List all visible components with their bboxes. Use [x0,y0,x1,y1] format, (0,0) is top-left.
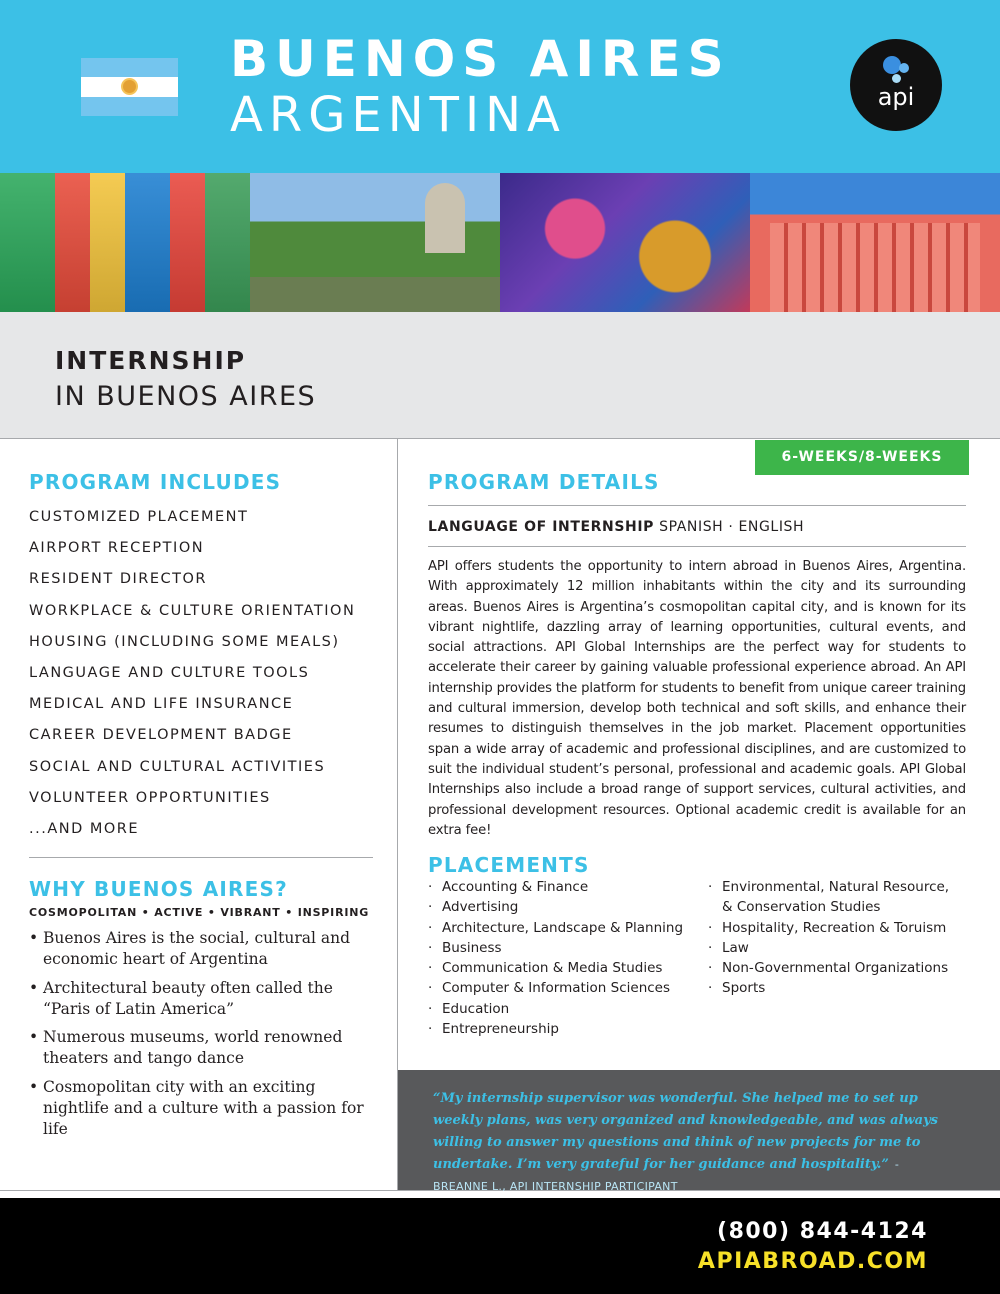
la-boca-photo [0,173,250,312]
program-includes-heading: PROGRAM INCLUDES [29,470,282,494]
list-item: · Hospitality, Recreation & Toruism [708,919,947,936]
list-item: · Education [428,1000,510,1017]
congress-photo [250,173,500,312]
footer-bar [0,1198,1000,1294]
photo-strip [0,173,1000,312]
why-subheading: COSMOPOLITAN • ACTIVE • VIBRANT • INSPIRING [29,906,370,919]
list-item: · Non-Governmental Organizations [708,960,949,977]
list-item: RESIDENT DIRECTOR [29,571,208,588]
list-item: · Business [428,939,502,956]
why-heading: WHY BUENOS AIRES? [29,877,288,901]
logo-text: api [877,83,915,111]
list-item: • Buenos Aires is the social, cultural and economic heart of Argentina [29,928,379,970]
program-details-heading: PROGRAM DETAILS [428,470,660,494]
list-item: VOLUNTEER OPPORTUNITIES [29,789,271,806]
band-title: INTERNSHIP [55,346,247,375]
details-rule-top [428,505,966,506]
why-list [29,928,379,1147]
argentina-flag-icon [81,58,178,116]
details-rule-bottom [428,546,966,547]
title-city: BUENOS AIRES [230,30,731,88]
list-item: · Sports [708,980,766,997]
list-item: LANGUAGE AND CULTURE TOOLS [29,664,310,681]
left-divider [29,857,373,858]
list-item: • Numerous museums, world renowned theaters and tango dance [29,1027,379,1069]
list-item: · Environmental, Natural Resource, & Conservation Studies [708,879,950,916]
title-country: ARGENTINA [230,87,566,143]
placements-list-col2 [708,877,949,999]
list-item: · Advertising [428,899,519,916]
language-label: LANGUAGE OF INTERNSHIP [428,519,655,535]
list-item: AIRPORT RECEPTION [29,540,205,557]
api-logo [850,39,942,131]
list-item: · Accounting & Finance [428,879,589,895]
list-item: WORKPLACE & CULTURE ORIENTATION [29,602,356,619]
website-link[interactable]: APIABROAD.COM [697,1249,928,1274]
list-item: · Architecture, Landscape & Planning [428,919,684,936]
list-item: · Communication & Media Studies [428,960,663,977]
language-value: SPANISH · ENGLISH [659,519,805,535]
list-item: • Cosmopolitan city with an exciting nightlife and a culture with a passion for life [29,1077,379,1140]
list-item: ...AND MORE [29,820,140,837]
placements-list-col1 [428,877,683,1039]
testimonial-attribution: - BREANNE L., API INTERNSHIP PARTICIPANT [433,1158,900,1193]
list-item: · Computer & Information Sciences [428,980,671,997]
language-line [428,517,804,537]
list-item: CUSTOMIZED PLACEMENT [29,509,249,525]
list-item: MEDICAL AND LIFE INSURANCE [29,696,294,713]
program-includes-list [29,506,355,849]
duration-badge: 6-WEEKS/8-WEEKS [755,440,969,475]
list-item: CAREER DEVELOPMENT BADGE [29,727,293,744]
phone-number: (800) 844-4124 [717,1219,928,1244]
list-item: • Architectural beauty often called the “Paris of Latin America” [29,978,379,1020]
section-divider-top [0,438,1000,439]
tango-mural-photo [500,173,750,312]
band-subtitle: IN BUENOS AIRES [55,381,317,412]
testimonial-quote: “My internship supervisor was wonderful. She helped me to set up weekly plans, was very organized and knowledgeable, and was always willing to answer my questions and think of new projects for me to undertake. I’m very grateful for her guidance and hospitality.” - BREANNE L., API INTERNSHIP PARTICIPANT [433,1091,938,1193]
list-item: · Law [708,939,749,956]
list-item: HOUSING (INCLUDING SOME MEALS) [29,633,340,650]
list-item: · Entrepreneurship [428,1021,559,1038]
placements-heading: PLACEMENTS [428,853,590,877]
list-item: SOCIAL AND CULTURAL ACTIVITIES [29,758,326,775]
details-paragraph: API offers students the opportunity to intern abroad in Buenos Aires, Argentina. With approximately 12 million inhabitants within the city and its surrounding areas. Buenos Aires is Argentina’s cosmopolitan capital city, and is known for its vibrant nightlife, dazzling array of learning opportunities, cultural events, and social attractions. API Global Internships are the perfect way for students to accelerate their career by gaining valuable professional experience abroad. An API internship provides the platform for students to benefit from unique career training and cultural immersion, develop both technical and soft skills, and enhance their resumes to distinguish themselves in the job market. Placement opportunities span a wide array of academic and professional disciplines, and are customized to suit the individual student’s personal, professional and academic goals. API Global Internships also include a broad range of support services, cultural activities, and professional development resources. Optional academic credit is available for an extra fee! [428,559,966,838]
casa-rosada-photo [750,173,1000,312]
